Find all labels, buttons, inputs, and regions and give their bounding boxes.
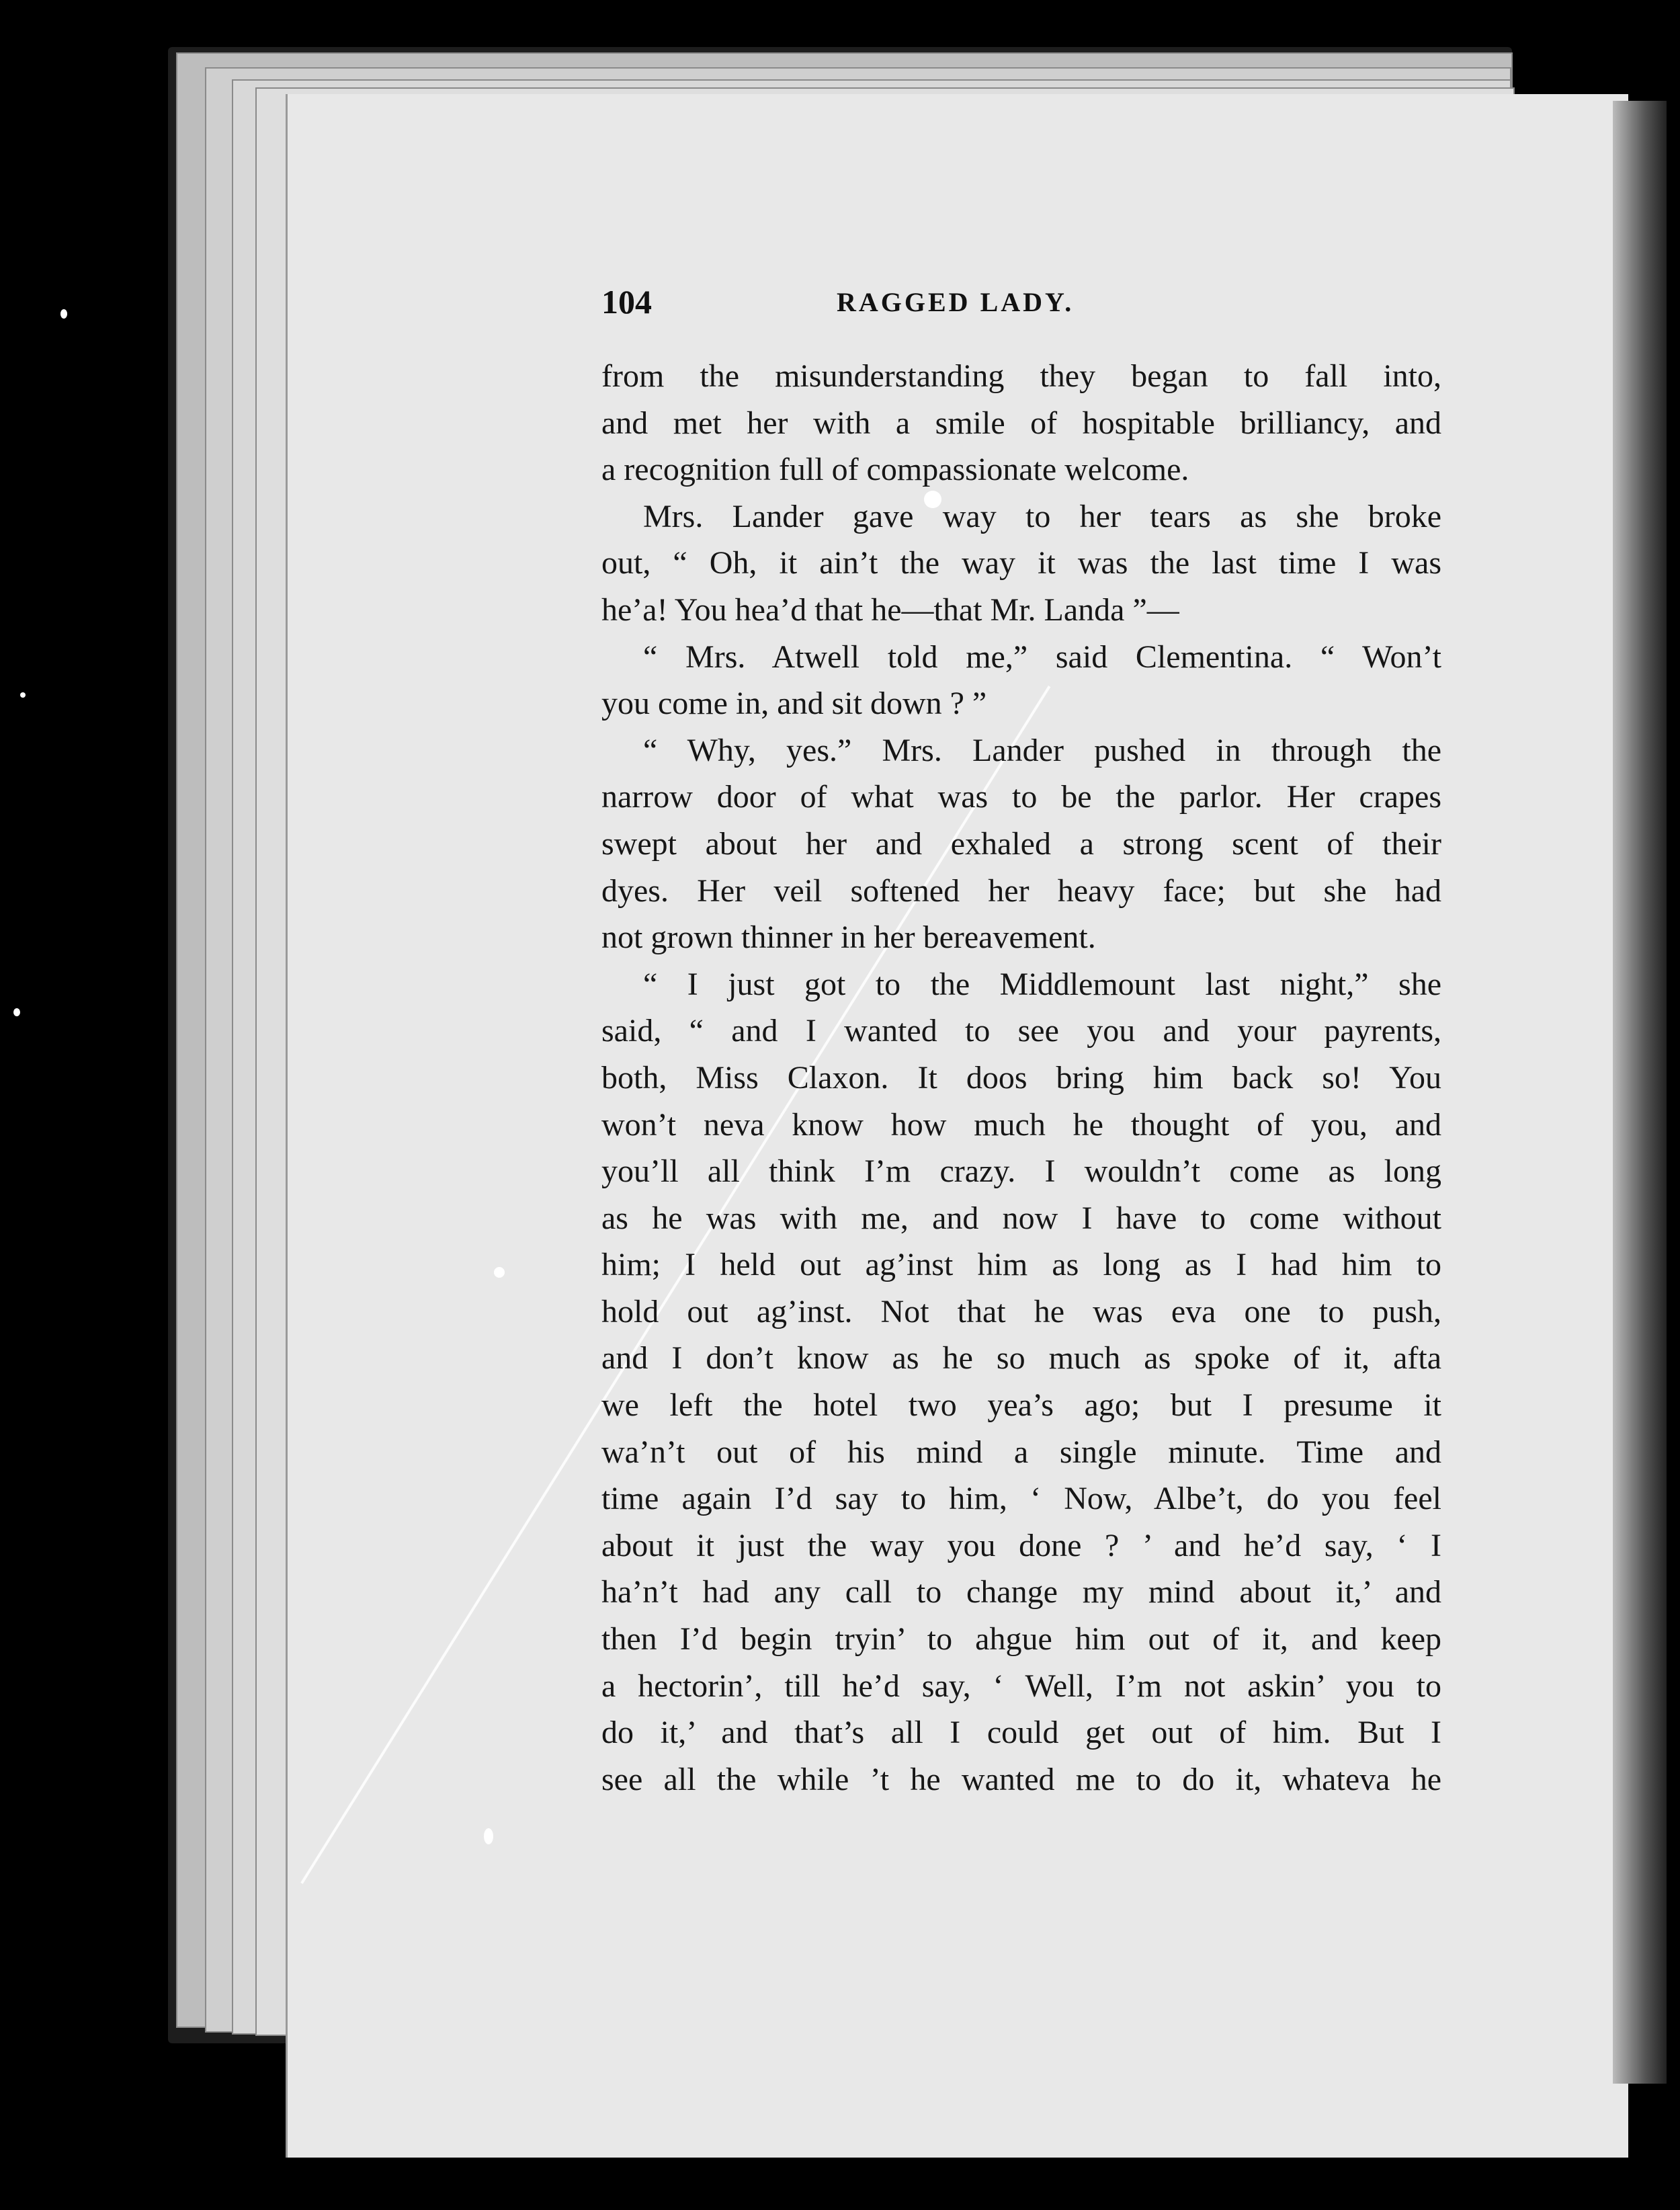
text-line: not grown thinner in her bereavement. xyxy=(601,919,1096,956)
text-line: Mrs. Lander gave way to her tears as she broke xyxy=(643,498,1441,534)
text-line: “ Why, yes.” Mrs. Lander pushed in through the xyxy=(643,732,1441,768)
text-line: out, “ Oh, it ain’t the way it was the last time I was xyxy=(601,545,1441,581)
text-line: you come in, and sit down ? ” xyxy=(601,686,987,722)
text-line: see all the while ’t he wanted me to do it, whateva he xyxy=(601,1761,1441,1797)
text-line: wa’n’t out of his mind a single minute. Time and xyxy=(601,1434,1441,1470)
text-line: as he was with me, and now I have to come without xyxy=(601,1200,1441,1236)
text-line: won’t neva know how much he thought of you, and xyxy=(601,1106,1441,1143)
text-line: then I’d begin tryin’ to ahgue him out of it, and keep xyxy=(601,1621,1441,1658)
text-line: narrow door of what was to be the parlor. Her crapes xyxy=(601,779,1441,815)
text-line: hold out ag’inst. Not that he was eva one to push, xyxy=(601,1293,1441,1329)
running-head xyxy=(601,282,1441,323)
text-line: a recognition full of compassionate welcome. xyxy=(601,452,1189,488)
dust-speck xyxy=(20,692,26,698)
body-text xyxy=(601,353,1441,1803)
running-title: RAGGED LADY. xyxy=(837,287,1075,317)
text-line: him; I held out ag’inst him as long as I had him to xyxy=(601,1247,1441,1283)
page-number: 104 xyxy=(601,283,652,321)
text-line: time again I’d say to him, ‘ Now, Albe’t, do you feel xyxy=(601,1481,1441,1517)
dust-speck xyxy=(484,1828,493,1844)
text-line: you’ll all think I’m crazy. I wouldn’t come as long xyxy=(601,1153,1441,1190)
dust-speck xyxy=(60,309,67,319)
text-line: he’a! You hea’d that he—that Mr. Landa ”— xyxy=(601,591,1179,628)
dust-speck xyxy=(494,1267,505,1278)
text-line: dyes. Her veil softened her heavy face; but she had xyxy=(601,872,1441,909)
text-line: do it,’ and that’s all I could get out of him. But I xyxy=(601,1715,1441,1751)
text-line: swept about her and exhaled a strong scent of their xyxy=(601,825,1441,862)
text-line: a hectorin’, till he’d say, ‘ Well, I’m not askin’ you to xyxy=(601,1668,1441,1704)
text-line: both, Miss Claxon. It doos bring him back so! You xyxy=(601,1059,1441,1096)
spine-shadow xyxy=(1613,101,1667,2084)
text-line: from the misunderstanding they began to fall into, xyxy=(601,358,1441,394)
dust-speck xyxy=(13,1008,20,1016)
text-line: and I don’t know as he so much as spoke of it, afta xyxy=(601,1340,1441,1377)
text-line: and met her with a smile of hospitable brilliancy, and xyxy=(601,405,1441,441)
text-line: we left the hotel two yea’s ago; but I presume it xyxy=(601,1387,1441,1424)
text-line: “ I just got to the Middlemount last night,” she xyxy=(643,966,1441,1002)
text-line: “ Mrs. Atwell told me,” said Clementina. “ Won’t xyxy=(643,639,1441,675)
text-line: ha’n’t had any call to change my mind about it,’ and xyxy=(601,1574,1441,1610)
text-line: said, “ and I wanted to see you and your payrents, xyxy=(601,1013,1441,1049)
text-line: about it just the way you done ? ’ and he’d say, ‘ I xyxy=(601,1527,1441,1563)
